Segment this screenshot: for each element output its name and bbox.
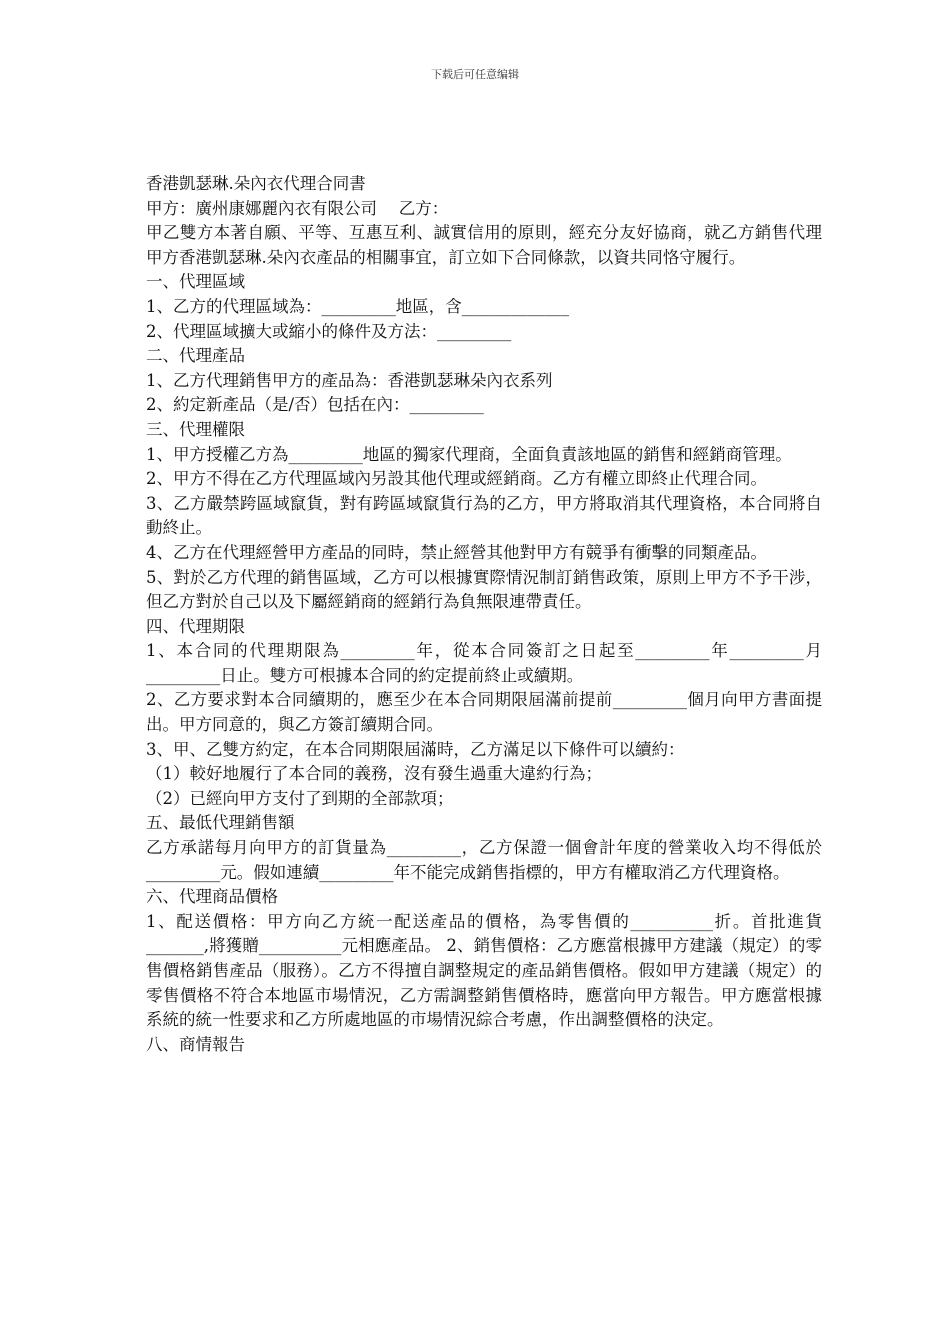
clause-3-1: 1、甲方授權乙方為_________地區的獨家代理商，全面負責該地區的銷售和經銷商管理。 [146,444,792,464]
section-heading-5: 五、最低代理銷售額 [146,813,295,833]
page-header-note: 下载后可任意编辑 [431,68,519,81]
clause-3-3: 3、乙方嚴禁跨區域竄貨，對有跨區域竄貨行為的乙方，甲方將取消其代理資格，本合同將自動終止。 [146,493,822,538]
clause-3-5: 5、對於乙方代理的銷售區域，乙方可以根據實際情況制訂銷售政策，原則上甲方不予干涉，但乙方對於自己以及下屬經銷商的經銷行為負無限連帶責任。 [146,567,822,612]
section-heading-2: 二、代理產品 [146,346,245,366]
section-heading-8: 八、商情報告 [146,1034,245,1054]
clause-4-3: 3、甲、乙雙方約定，在本合同期限屆滿時，乙方滿足以下條件可以續約： [146,739,685,759]
parties-line: 甲方：廣州康娜麗內衣有限公司 乙方： [146,198,449,218]
preamble-paragraph: 甲乙雙方本著自願、平等、互惠互利、誠實信用的原則，經充分友好協商，就乙方銷售代理甲方香港凱瑟琳.朵內衣產品的相關事宜，訂立如下合同條款，以資共同恪守履行。 [146,223,822,267]
document-title: 香港凱瑟琳.朵內衣代理合同書 [146,174,366,193]
clause-3-2: 2、甲方不得在乙方代理區域內另設其他代理或經銷商。乙方有權立即終止代理合同。 [146,469,767,489]
clause-5-1: 乙方承諾每月向甲方的訂貨量為_________，乙方保證一個會計年度的營業收入均不得低於_________元。假如連續_________年不能完成銷售指標的，甲方有權取消乙方代理資格。 [146,838,822,882]
clause-1-2: 2、代理區域擴大或縮小的條件及方法：_________ [146,321,512,341]
clause-2-1: 1、乙方代理銷售甲方的產品為：香港凱瑟琳朵內衣系列 [146,370,553,390]
section-heading-1: 一、代理區域 [146,272,245,292]
section-heading-4: 四、代理期限 [146,616,245,636]
clause-2-2: 2、約定新產品（是/否）包括在內：_________ [146,395,484,415]
section-heading-6: 六、代理商品價格 [146,887,278,907]
clause-6-1: 1、配送價格：甲方向乙方統一配送產品的價格，為零售價的__________折。首批進貨_______,將獲贈__________元相應產品。 2、銷售價格：乙方應當根據甲方建議（規定）的零售價格銷售產品（服務）。乙方不得擅自調整規定的產品銷售價格。假如甲方建議（規定）的零售價格不符合本地區市場情況，乙方需調整銷售價格時，應當向甲方報告。甲方應當根據系統的統一性要求和乙方所處地區的市場情況綜合考慮，作出調整價格的決定。 [146,911,822,1030]
section-heading-3: 三、代理權限 [146,419,245,439]
clause-4-1: 1、本合同的代理期限為_________年，從本合同簽訂之日起至_________年_________月_________日止。雙方可根據本合同的約定提前終止或續期。 [146,641,822,685]
clause-1-1: 1、乙方的代理區域為：_________地區，含_____________ [146,296,569,316]
document-body [146,172,822,1057]
clause-4-3-item-2: （2）已經向甲方支付了到期的全部款項； [146,788,454,808]
clause-3-4: 4、乙方在代理經營甲方產品的同時，禁止經營其他對甲方有競爭有衝擊的同類產品。 [146,542,767,562]
clause-4-2: 2、乙方要求對本合同續期的，應至少在本合同期限屆滿前提前_________個月向甲方書面提出。甲方同意的，與乙方簽訂續期合同。 [146,690,822,735]
clause-4-3-item-1: （1）較好地履行了本合同的義務，沒有發生過重大違約行為； [146,764,602,784]
